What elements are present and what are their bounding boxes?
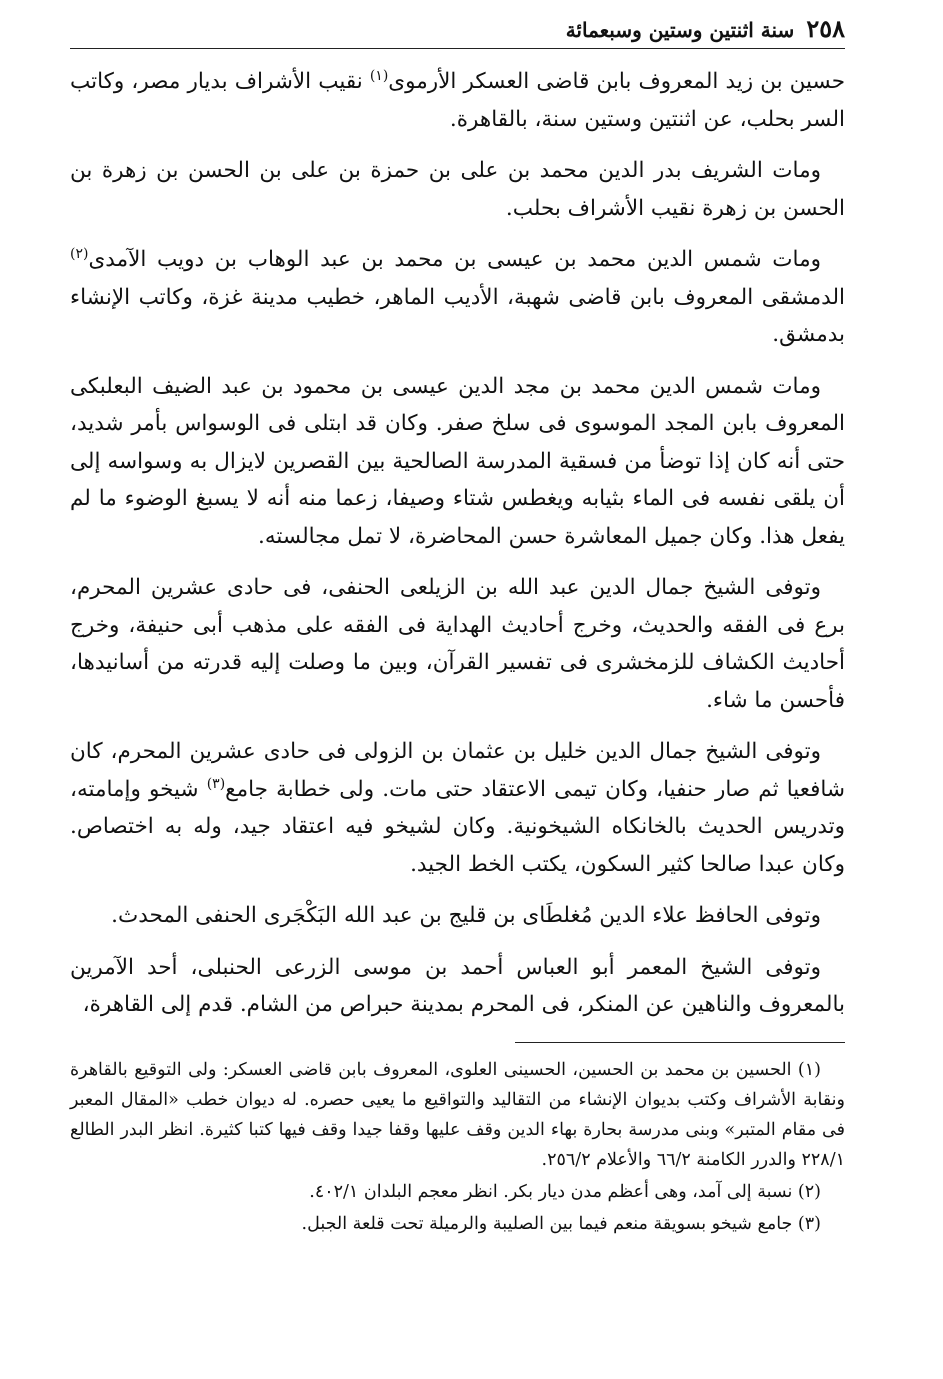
footnotes [70,1055,845,1239]
footnote-divider [515,1042,845,1043]
running-head [70,14,845,49]
footnote-ref: (٣) [206,775,226,792]
paragraph: حسين بن زيد المعروف بابن قاضى العسكر الأرموى$^{(١)}$ نقيب الأشراف بديار مصر، وكاتب السر بحلب، عن اثنتين وستين سنة، بالقاهرة. [70,67,846,132]
paragraph: ومات شمس الدين محمد بن عيسى بن محمد بن عبد الوهاب بن دويب الآمدى$^{(٢)}$ الدمشقى المعروف بابن قاضى شهبة، الأديب الماهر، خطيب مدينة غزة، وكاتب الإنشاء بدمشق. [70,245,845,347]
main-text [70,63,845,1024]
paragraph: وتوفى الشيخ المعمر أبو العباس أحمد بن موسى الزرعى الحنبلى، أحد الآمرين بالمعروف والناهين عن المنكر، فى المحرم بمدينة حبراص من الشام. قدم إلى القاهرة، [70,954,845,1017]
paragraph: وتوفى الحافظ علاء الدين مُغلطَاى بن قليج بن عبد الله البَكْجَرى الحنفى المحدث. [111,903,821,928]
paragraph: ومات شمس الدين محمد بن مجد الدين عيسى بن محمود بن عبد الضيف البعلبكى المعروف بابن المجد الموسوى فى سلخ صفر. وكان قد ابتلى فى الوسواس بأمر شديد، حتى أنه كان إذا توضأ من فسقية المدرسة الصالحية بين القصرين لايزال به وسواسه إلى أن يلقى نفسه فى الماء بثيابه ويغطس شتاء وصيفا، زعما منه أنه لا يسبغ الوضوء ما لم يفعل هذا. وكان جميل المعاشرة حسن المحاضرة، لا تمل مجالسته. [70,373,845,549]
page-number: ٢٥٨ [806,14,845,43]
footnote-3: (٣) جامع شيخو بسويقة منعم فيما بين الصليبة والرميلة تحت قلعة الجبل. [301,1213,821,1234]
footnote-ref: (١) [369,67,389,84]
paragraph: وتوفى الشيخ جمال الدين خليل بن عثمان بن الزولى فى حادى عشرين المحرم، كان شافعيا ثم صار حنفيا، وكان تيمى الاعتقاد حتى مات. ولى خطابة جامع$^{(٣)}$ شيخو وإمامته، وتدريس الحديث بالخانكاه الشيخونية. وكان لشيخو فيه اعتقاد جيد، وله به اختصاص. وكان عبدا صالحا كثير السكون، يكتب الخط الجيد. [70,739,845,877]
footnote-ref: (٢) [70,245,89,262]
paragraph: وتوفى الشيخ جمال الدين عبد الله بن الزيلعى الحنفى، فى حادى عشرين المحرم، برع فى الفقه والحديث، وخرج أحاديث الهداية فى الفقه على مذهب أبى حنيفة، وخرج أحاديث الكشاف للزمخشرى فى تفسير القرآن، وبين ما وصلت إليه قدرته من أسانيدها، فأحسن ما شاء. [70,575,845,713]
running-title: سنة اثنتين وستين وسبعمائة [565,18,795,42]
paragraph: ومات الشريف بدر الدين محمد بن على بن حمزة بن على بن الحسن بن زهرة بن الحسن بن زهرة نقيب الأشراف بحلب. [70,158,845,221]
footnote-2: (٢) نسبة إلى آمد، وهى أعظم مدن ديار بكر. انظر معجم البلدان ٤٠٢/١. [309,1181,821,1202]
footnote-1: (١) الحسين بن محمد بن الحسين، الحسينى العلوى، المعروف بابن قاضى العسكر: ولى التوقيع بالقاهرة ونقابة الأشراف وكتب بديوان الإنشاء من التقاليد والتواقيع ما يعيى حصره. له ديوان خطب «المقال المعبر فى مقام المتبر» وبنى مدرسة بحارة بهاء الدين وقف عليها وقفا جيدا وقف فيها كتبا كثيرة. انظر البدر الطالع ٢٢٨/١ والدرر الكامنة ٦٦/٢ والأعلام ٢٥٦/٢. [70,1059,845,1170]
book-page [70,14,845,1241]
